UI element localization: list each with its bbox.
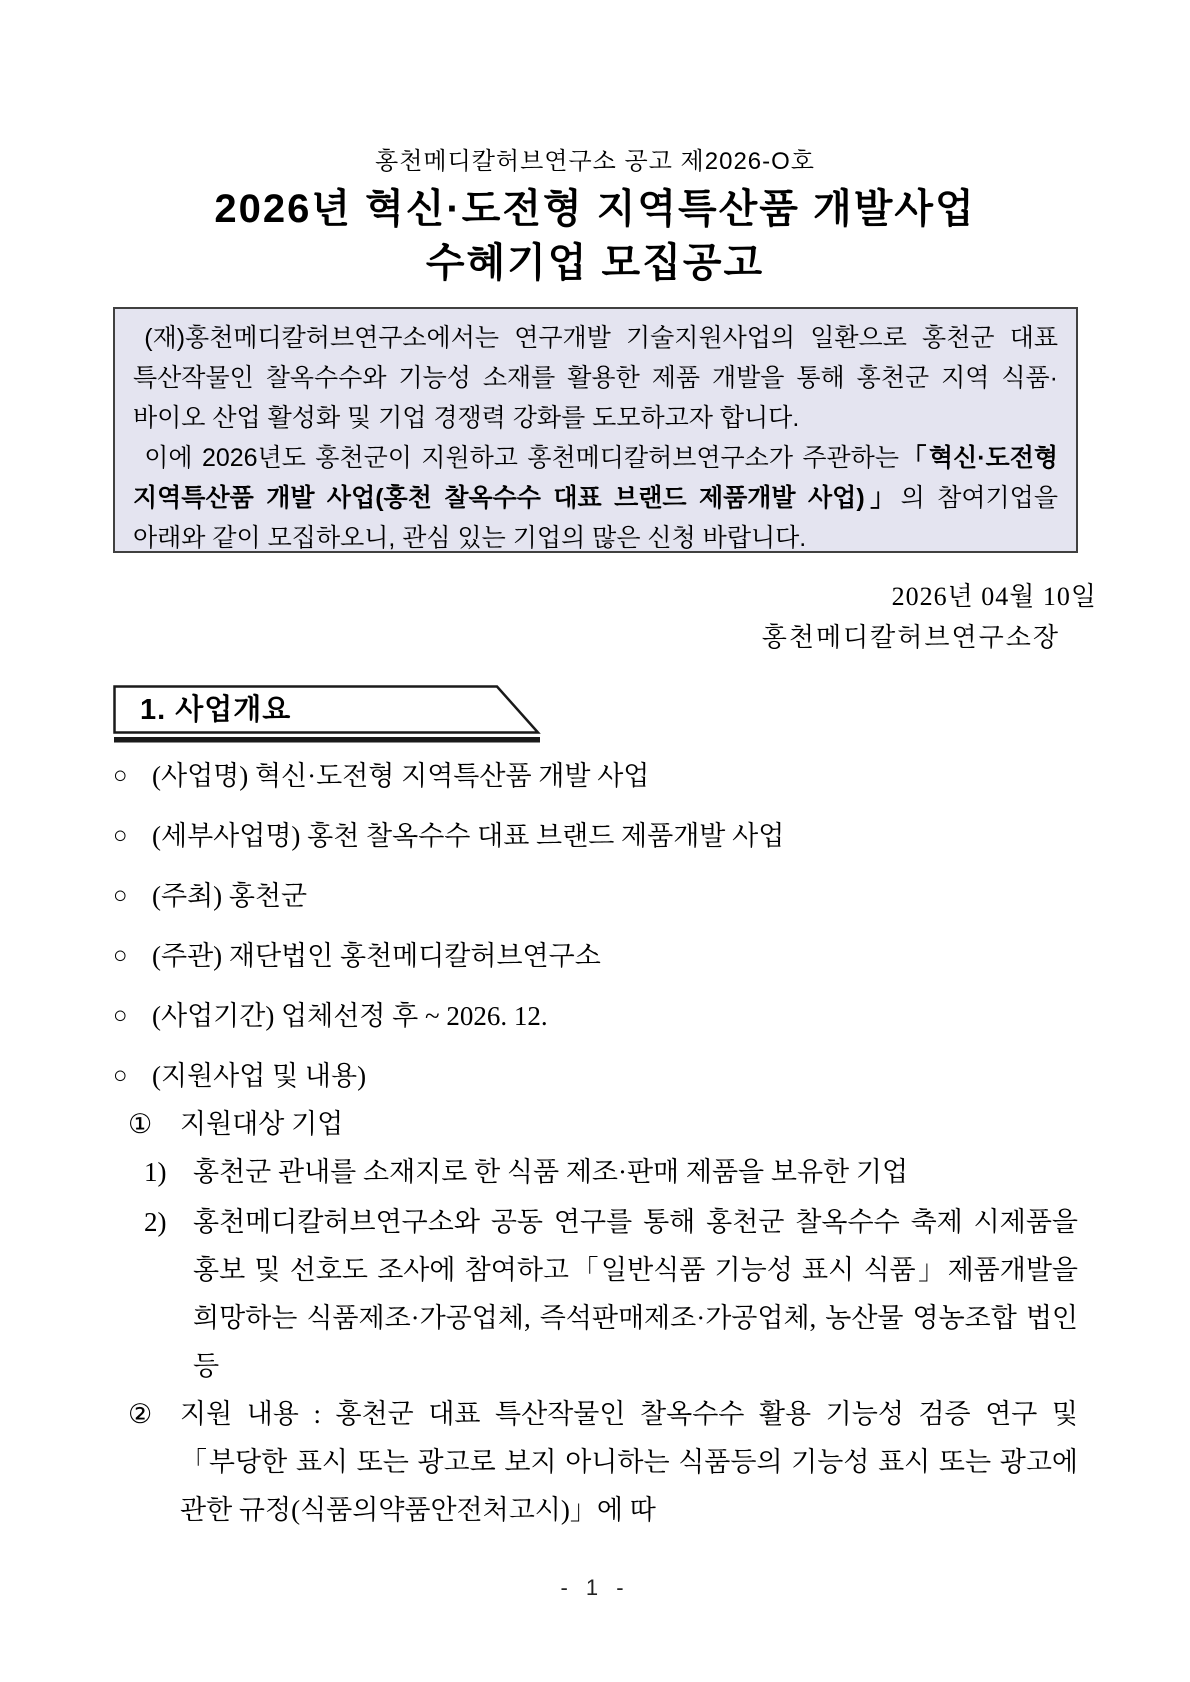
- list-item: [113, 752, 1078, 800]
- announcement-date: 2026년 04월 10일: [891, 582, 1097, 611]
- intro-paragraph-1: (재)홍천메디칼허브연구소에서는 연구개발 기술지원사업의 일환으로 홍천군 대표 특산작물인 찰옥수수와 기능성 소재를 활용한 제품 개발을 통해 홍천군 지역 식품·바이오 산업 활성화 및 기업 경쟁력 강화를 도모하고자 합니다.: [133, 324, 1058, 432]
- circle-bullet-icon: ○: [113, 1063, 128, 1089]
- list-item: [113, 992, 1078, 1040]
- signer-title: 홍천메디칼허브연구소장: [761, 623, 1060, 652]
- intro-paragraph-2-bold: 「혁신·도전형 지역특산품 개발 사업(홍천 찰옥수수 대표 브랜드 제품개발 사업)」: [133, 444, 1058, 512]
- list-item: [113, 1390, 1078, 1534]
- section-1-heading: 1. 사업개요: [140, 694, 292, 726]
- document-title-line1: 2026년 혁신·도전형 지역특산품 개발사업: [214, 187, 976, 231]
- page-number: - 1 -: [560, 1575, 630, 1600]
- circle-bullet-icon: ○: [113, 763, 128, 789]
- circle-bullet-icon: ○: [113, 943, 128, 969]
- list-item: [113, 1148, 1078, 1196]
- list-item-text: (사업기간) 업체선정 후 ~ 2026. 12.: [152, 1001, 548, 1031]
- circle-bullet-icon: ○: [113, 1003, 128, 1029]
- intro-paragraph-2-suffix: 의 참여기업을 아래와 같이 모집하오니, 관심 있는 기업의 많은 신청 바랍니다.: [133, 484, 1058, 552]
- document-title-line2: 수혜기업 모집공고: [425, 241, 765, 285]
- section-1-banner: [113, 685, 543, 747]
- list-item: [113, 1052, 1078, 1100]
- intro-box: [113, 307, 1078, 553]
- section-1-content: [113, 752, 1078, 1534]
- list-item-text: (사업명) 혁신·도전형 지역특산품 개발 사업: [152, 761, 650, 791]
- list-item-text: 지원 내용 : 홍천군 대표 특산작물인 찰옥수수 활용 기능성 검증 연구 및 「부당한 표시 또는 광고로 보지 아니하는 식품등의 기능성 표시 또는 광고에 관한 규정(식품의약품안전처고시)」에 따: [180, 1399, 1078, 1525]
- list-item: [113, 1100, 1078, 1148]
- list-item-text: (세부사업명) 홍천 찰옥수수 대표 브랜드 제품개발 사업: [152, 821, 785, 851]
- list-item: [113, 1198, 1078, 1390]
- circled-one-marker: ①: [128, 1109, 153, 1139]
- circle-bullet-icon: ○: [113, 883, 128, 909]
- numbered-marker: 1): [144, 1157, 167, 1187]
- list-item: [113, 812, 1078, 860]
- numbered-marker: 2): [144, 1207, 167, 1237]
- list-item-text: (주최) 홍천군: [152, 881, 308, 911]
- intro-paragraph-2: [133, 438, 1058, 558]
- list-item-text: 지원대상 기업: [180, 1109, 344, 1139]
- document-title: [0, 182, 1190, 290]
- list-item-text: 홍천군 관내를 소재지로 한 식품 제조·판매 제품을 보유한 기업: [193, 1157, 909, 1187]
- circle-bullet-icon: ○: [113, 823, 128, 849]
- list-item-text: (주관) 재단법인 홍천메디칼허브연구소: [152, 941, 601, 971]
- circled-two-marker: ②: [128, 1399, 153, 1429]
- notice-number: 홍천메디칼허브연구소 공고 제2026-O호: [375, 148, 815, 175]
- list-item-text: 홍천메디칼허브연구소와 공동 연구를 통해 홍천군 찰옥수수 축제 시제품을 홍보 및 선호도 조사에 참여하고「일반식품 기능성 표시 식품」제품개발을 희망하는 식품제조·가공업체, 즉석판매제조·가공업체, 농산물 영농조합 법인 등: [193, 1207, 1078, 1381]
- list-item-text: (지원사업 및 내용): [152, 1061, 367, 1091]
- list-item: [113, 932, 1078, 980]
- list-item: [113, 872, 1078, 920]
- intro-paragraph-2-prefix: 이에 2026년도 홍천군이 지원하고 홍천메디칼허브연구소가 주관하는: [144, 444, 899, 472]
